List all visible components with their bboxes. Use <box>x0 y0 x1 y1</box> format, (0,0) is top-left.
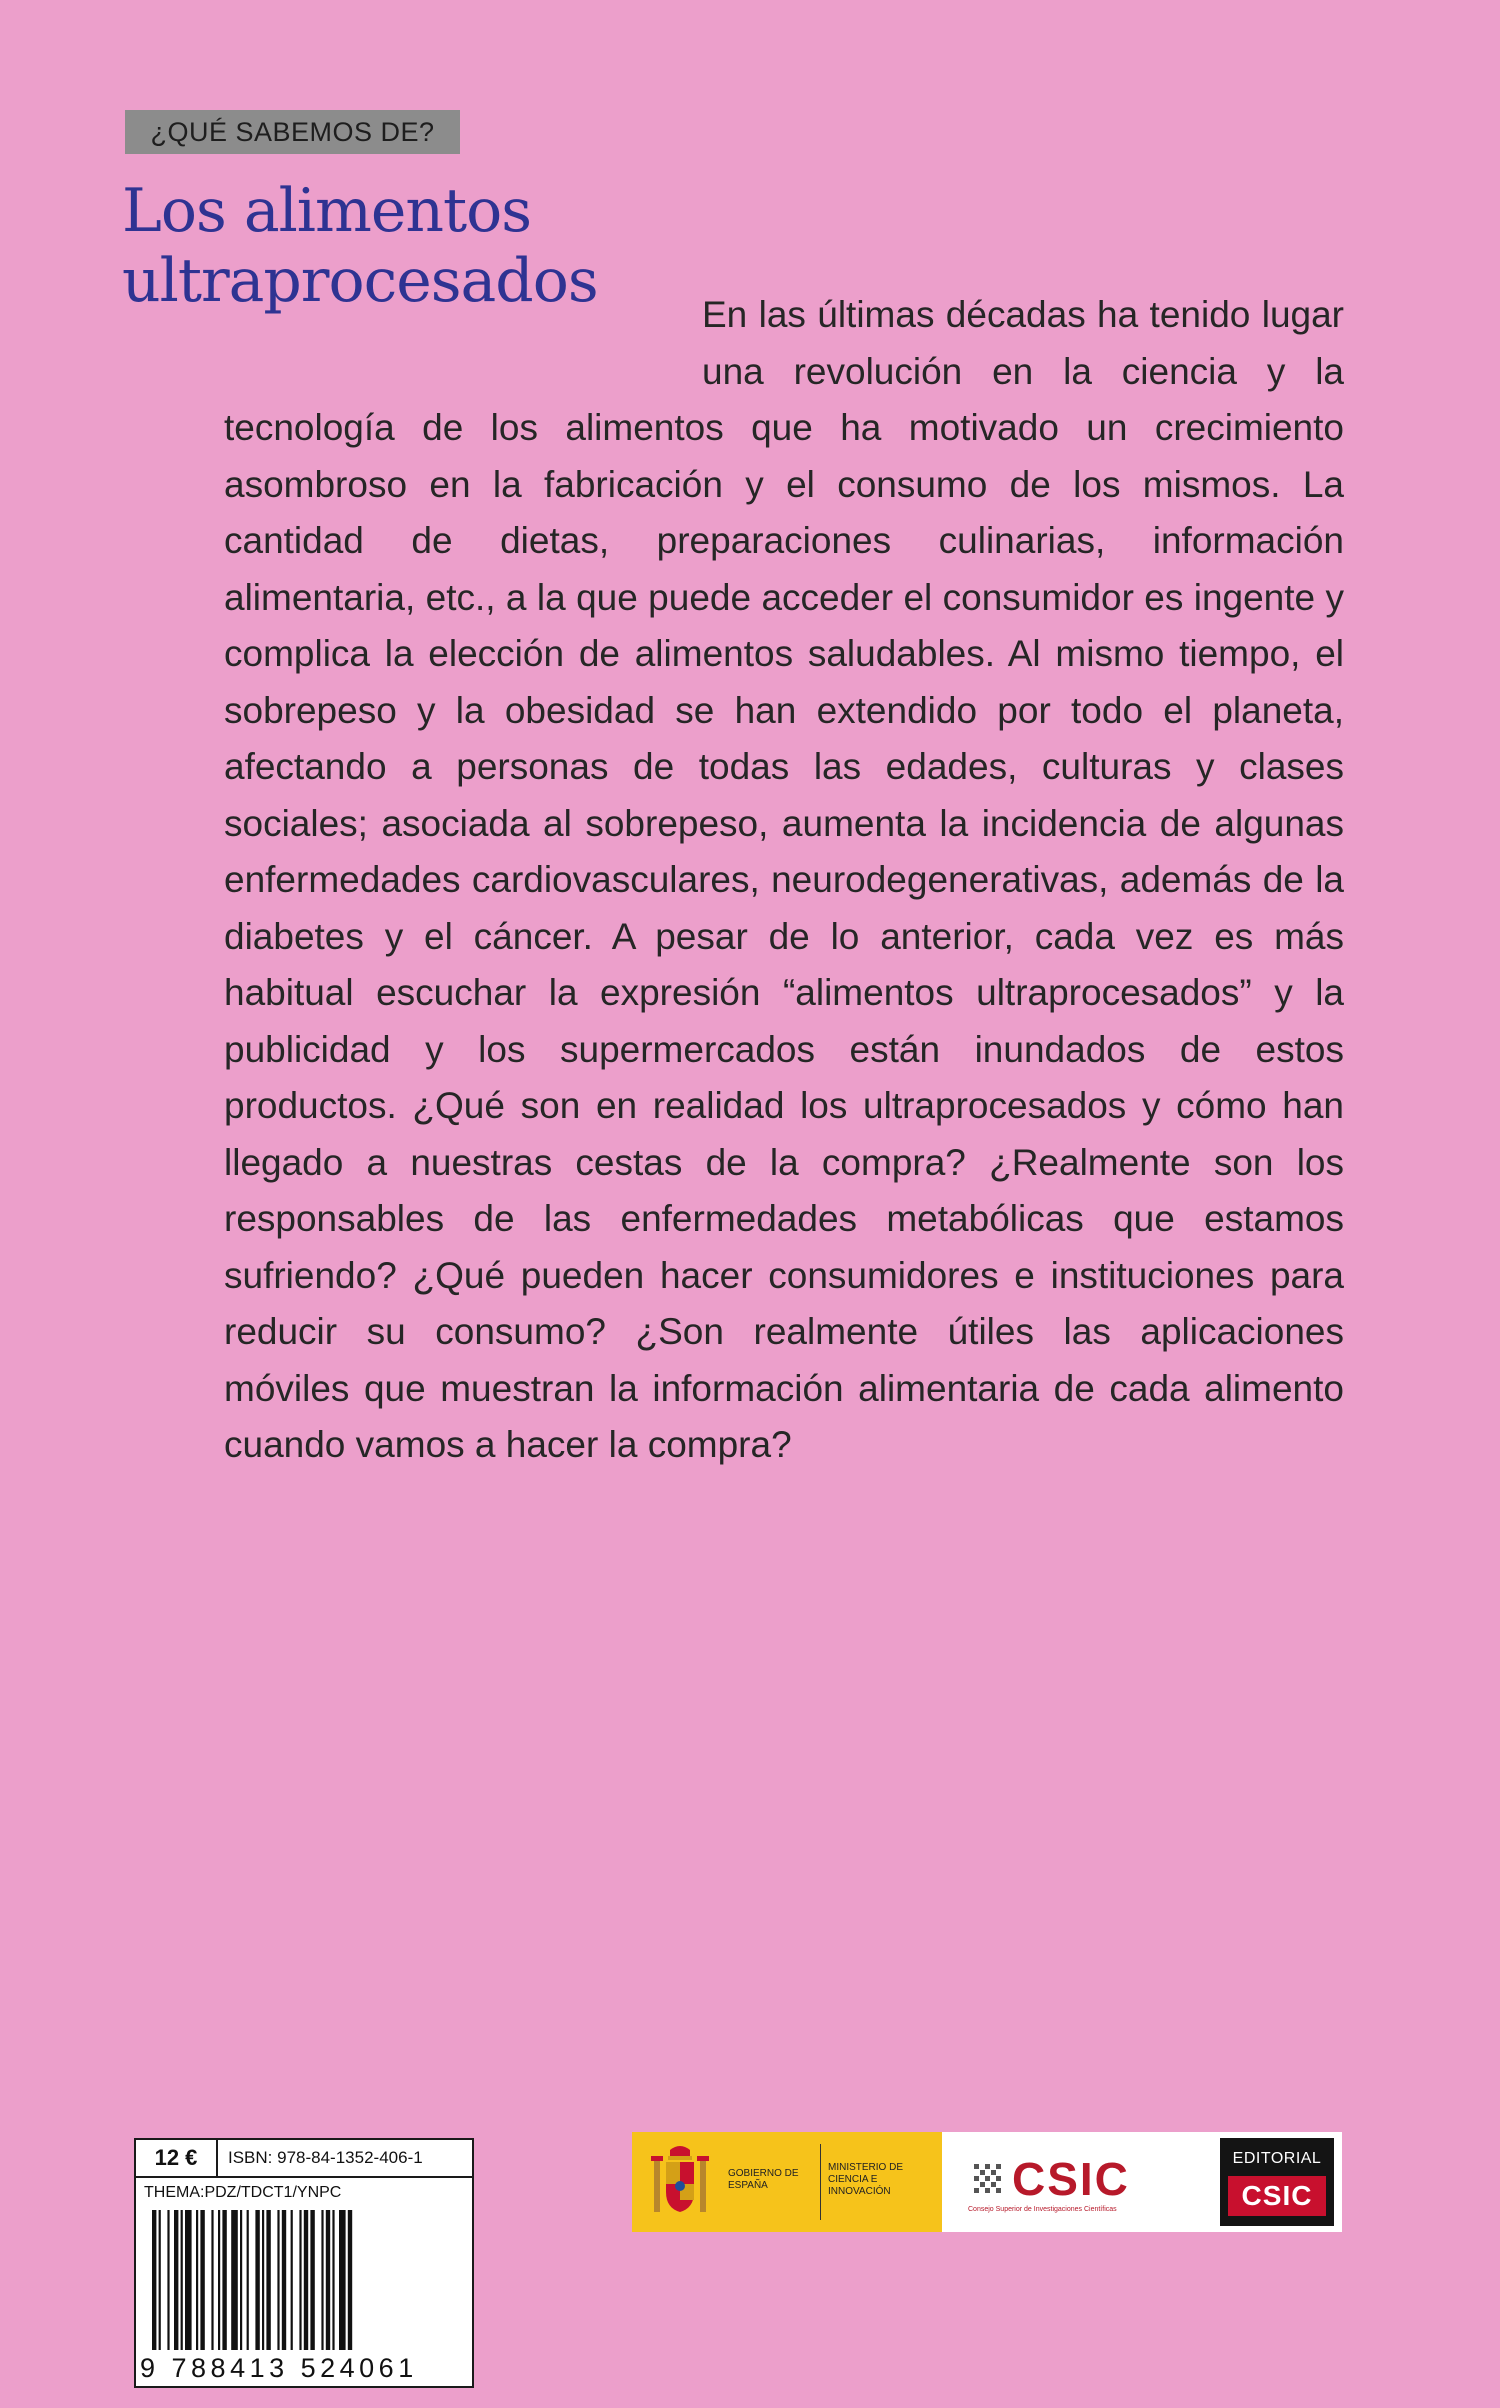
csic-full-name: Consejo Superior de Investigaciones Científicas <box>968 2206 1117 2213</box>
editorial-csic-logo <box>1212 2132 1342 2232</box>
isbn-box <box>134 2138 474 2388</box>
thema-code: THEMA:PDZ/TDCT1/YNPC <box>144 2184 342 2201</box>
title-line-2: ultraprocesados <box>122 246 598 316</box>
editorial-label: EDITORIAL <box>1232 2150 1322 2167</box>
spain-coat-of-arms-icon <box>648 2142 712 2222</box>
series-tag: ¿QUÉ SABEMOS DE? <box>125 110 460 154</box>
title-line-1: Los alimentos <box>122 176 532 246</box>
barcode-icon <box>144 2210 464 2350</box>
blurb-text: En las últimas décadas ha tenido lugar una revolución en la ciencia y la tecnología de los alimentos que ha motivado un crecimiento asombroso en la fabricación y el consumo de los mismos. La cantidad de dietas, preparaciones culinarias, información alimentaria, etc., a la que puede acceder el consumidor es ingente y complica la elección de alimentos saludables. Al mismo tiempo, el sobrepeso y la obesidad se han extendido por todo el planeta, afectando a personas de todas las edades, culturas y clases sociales; asociada al sobrepeso, aumenta la incidencia de algunas enfermedades cardiovasculares, neurodegenerativas, además de la diabetes y el cáncer. A pesar de lo anterior, cada vez es más habitual escuchar la expresión “alimentos ultraprocesados” y la publicidad y los supermercados están inundados de estos productos. ¿Qué son en realidad los ultraprocesados y cómo han llegado a nuestras cestas de la compra? ¿Realmente son los responsables de las enfermedades metabólicas que estamos sufriendo? ¿Qué pueden hacer consumidores e instituciones para reducir su consumo? ¿Son realmente útiles las aplicaciones móviles que muestran la información alimentaria de cada alimento cuando vamos a hacer la compra? <box>224 294 1344 1465</box>
csic-name: CSIC <box>1012 2153 1130 2205</box>
government-label: GOBIERNO DE ESPAÑA <box>728 2168 799 2191</box>
price: 12 € <box>136 2140 218 2176</box>
ministry-label: MINISTERIO DE CIENCIA E INNOVACIÓN <box>828 2162 904 2197</box>
editorial-csic: CSIC <box>1228 2176 1326 2216</box>
csic-logo <box>942 2132 1212 2232</box>
government-logo <box>632 2132 942 2232</box>
isbn: ISBN: 978-84-1352-406-1 <box>228 2148 423 2167</box>
isbn-row <box>136 2140 472 2178</box>
blurb <box>224 287 1344 1474</box>
barcode-digits: 9 788413 524061 <box>140 2353 418 2383</box>
title-wrap-spacer <box>224 262 702 375</box>
logo-divider <box>820 2144 821 2220</box>
editorial-badge <box>1220 2138 1334 2226</box>
publisher-logos <box>632 2132 1342 2232</box>
csic-emblem-icon <box>972 2162 1004 2196</box>
